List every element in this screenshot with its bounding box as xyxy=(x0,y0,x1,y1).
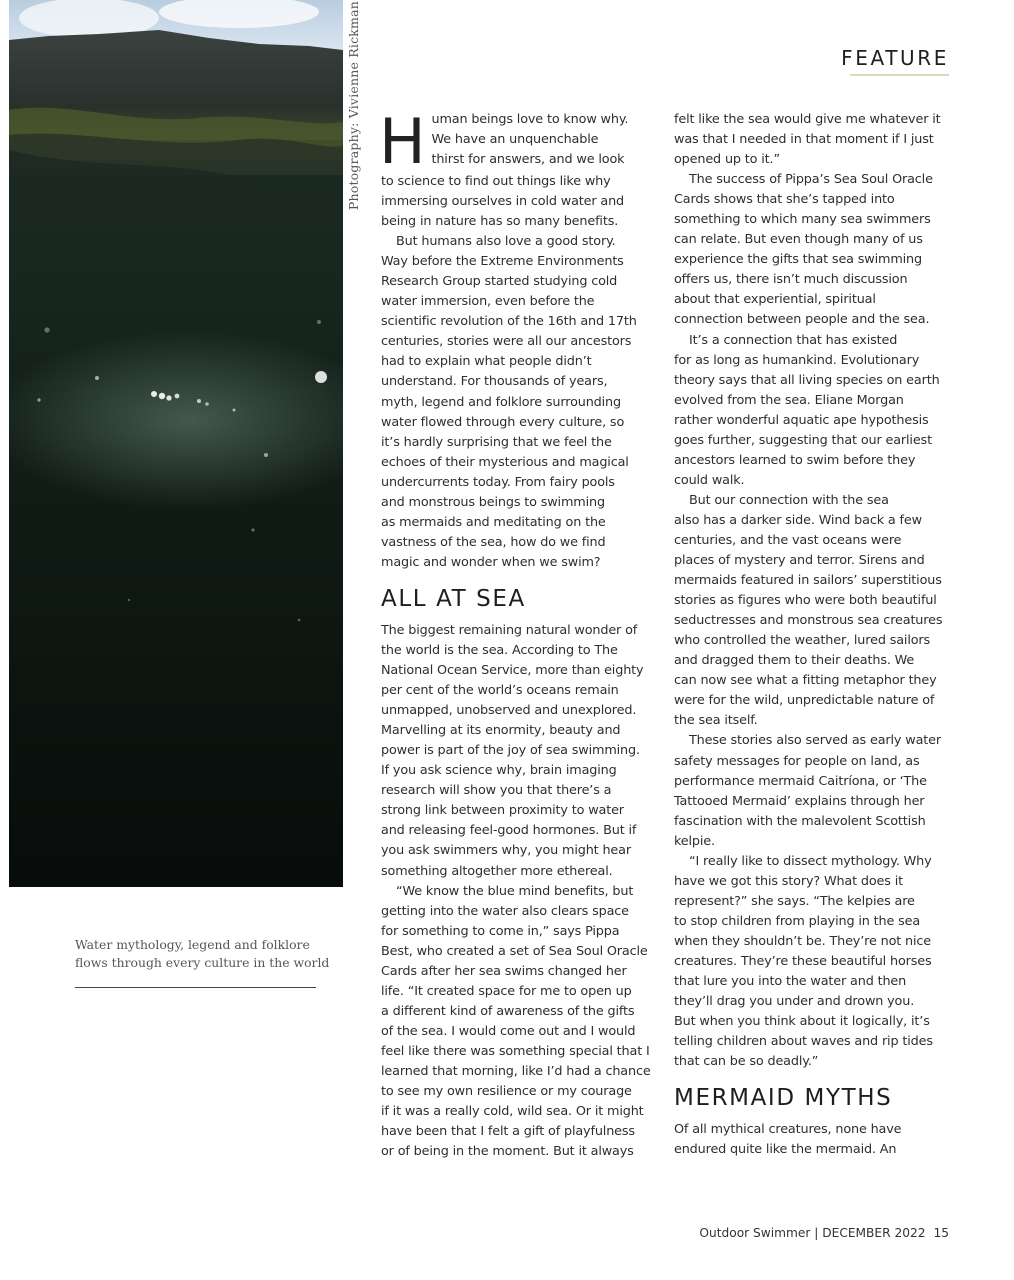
text-line: performance mermaid Caitríona, or ‘The xyxy=(674,773,927,789)
text-line: have been that I felt a gift of playfulness xyxy=(381,1124,635,1140)
text-line: it’s hardly surprising that we feel the xyxy=(381,434,612,450)
text-line: that can be so deadly.” xyxy=(674,1054,819,1070)
text-line: It’s a connection that has existed xyxy=(689,332,898,348)
text-line: Research Group started studying cold xyxy=(381,274,618,290)
text-line: understand. For thousands of years, xyxy=(381,374,608,390)
text-line: These stories also served as early water xyxy=(689,733,941,749)
text-line: evolved from the sea. Eliane Morgan xyxy=(674,392,904,408)
text-line: immersing ourselves in cold water and xyxy=(381,194,625,210)
paragraph xyxy=(381,882,659,1163)
paragraph xyxy=(381,621,659,882)
text-line: unmapped, unobserved and unexplored. xyxy=(381,703,637,719)
text-line: Of all mythical creatures, none have xyxy=(674,1122,902,1138)
text-line: vastness of the sea, how do we find xyxy=(381,534,606,550)
text-line: per cent of the world’s oceans remain xyxy=(381,683,619,699)
text-line: for as long as humankind. Evolutionary xyxy=(674,352,920,368)
text-line: telling children about waves and rip tides xyxy=(674,1034,933,1050)
underwater-photo xyxy=(9,0,343,887)
text-line: felt like the sea would give me whatever it xyxy=(674,112,941,127)
caption-line: Water mythology, legend and folklore xyxy=(75,937,310,952)
caption-line: flows through every culture in the world xyxy=(75,955,330,970)
text-line: connection between people and the sea. xyxy=(674,312,930,328)
text-line: experience the gifts that sea swimming xyxy=(674,252,922,268)
text-line: “We know the blue mind benefits, but xyxy=(396,883,634,899)
text-line: had to explain what people didn’t xyxy=(381,354,592,370)
text-line: We have an unquenchable xyxy=(431,132,599,148)
text-line: uman beings love to know why. xyxy=(431,112,629,127)
publication-name: Outdoor Swimmer | DECEMBER 2022 xyxy=(699,1226,926,1240)
text-line: Cards after her sea swims changed her xyxy=(381,963,627,979)
text-line: something to which many sea swimmers xyxy=(674,212,931,228)
text-line: Way before the Extreme Environments xyxy=(381,254,624,270)
text-line: magic and wonder when we swim? xyxy=(381,554,601,570)
text-line: stories as figures who were both beautiful xyxy=(674,593,937,609)
text-line: the world is the sea. According to The xyxy=(381,642,618,658)
text-line: safety messages for people on land, as xyxy=(674,753,920,769)
text-line: as mermaids and meditating on the xyxy=(381,514,606,530)
text-line: and dragged them to their deaths. We xyxy=(674,653,915,669)
text-line: also has a darker side. Wind back a few xyxy=(674,512,922,528)
text-line: the sea itself. xyxy=(674,713,758,729)
text-line: water flowed through every culture, so xyxy=(381,414,625,430)
drop-cap: H xyxy=(379,105,426,178)
text-line: mermaids featured in sailors’ superstitious xyxy=(674,573,942,589)
paragraph xyxy=(674,491,954,732)
text-line: scientific revolution of the 16th and 17th xyxy=(381,314,637,330)
paragraph xyxy=(674,852,954,1073)
text-line: strong link between proximity to water xyxy=(381,803,624,819)
text-line: theory says that all living species on earth xyxy=(674,372,940,388)
photo-credit xyxy=(346,1,366,887)
text-line: and monstrous beings to swimming xyxy=(381,494,605,510)
text-line: being in nature has so many benefits. xyxy=(381,214,619,230)
text-line: The biggest remaining natural wonder of xyxy=(381,622,638,638)
text-line: fascination with the malevolent Scottish xyxy=(674,813,926,829)
text-line: were for the wild, unpredictable nature of xyxy=(674,693,935,709)
text-line: Marvelling at its enormity, beauty and xyxy=(381,723,621,739)
lead-paragraph xyxy=(379,105,659,232)
text-line: offers us, there isn’t much discussion xyxy=(674,272,908,288)
article-column-1 xyxy=(379,105,659,1162)
text-line: myth, legend and folklore surrounding xyxy=(381,394,621,410)
text-line: kelpie. xyxy=(674,833,715,849)
text-line: about that experiential, spiritual xyxy=(674,292,876,308)
article-column-2 xyxy=(674,110,954,1160)
text-line: The success of Pippa’s Sea Soul Oracle xyxy=(689,172,933,188)
text-line: when they shouldn’t be. They’re not nice xyxy=(674,933,932,949)
text-line: power is part of the joy of sea swimming. xyxy=(381,743,640,759)
text-line: who controlled the weather, lured sailors xyxy=(674,633,931,649)
text-line: to stop children from playing in the sea xyxy=(674,913,921,929)
subheading-all-at-sea: ALL AT SEA xyxy=(381,585,526,612)
page-footer xyxy=(699,1226,949,1240)
text-line: that lure you into the water and then xyxy=(674,974,907,990)
text-line: Tattooed Mermaid’ explains through her xyxy=(674,793,925,809)
page-number: 15 xyxy=(933,1226,949,1240)
text-line: they’ll drag you under and drown you. xyxy=(674,994,915,1010)
text-line: But when you think about it logically, it’s xyxy=(674,1014,930,1030)
text-line: But our connection with the sea xyxy=(689,492,889,508)
text-line: or of being in the moment. But it always xyxy=(381,1144,634,1160)
text-line: centuries, stories were all our ancestors xyxy=(381,334,632,350)
paragraph xyxy=(674,170,954,330)
text-line: can now see what a fitting metaphor they xyxy=(674,673,937,689)
text-line: you ask swimmers why, you might hear xyxy=(381,843,631,859)
text-line: feel like there was something special that I xyxy=(381,1043,650,1059)
text-line: water immersion, even before the xyxy=(381,294,595,310)
paragraph xyxy=(674,731,954,851)
text-line: something altogether more ethereal. xyxy=(381,863,613,879)
text-line: But humans also love a good story. xyxy=(396,234,616,250)
text-line: learned that morning, like I’d had a chance xyxy=(381,1063,651,1079)
text-line: of the sea. I would come out and I would xyxy=(381,1023,636,1039)
text-line: echoes of their mysterious and magical xyxy=(381,454,629,470)
text-line: to science to find out things like why xyxy=(381,174,611,189)
paragraph xyxy=(674,1120,954,1160)
section-label-underline xyxy=(850,74,949,76)
text-line: can relate. But even though many of us xyxy=(674,232,923,248)
text-line: research will show you that there’s a xyxy=(381,783,612,799)
text-line: rather wonderful aquatic ape hypothesis xyxy=(674,412,929,428)
text-line: “I really like to dissect mythology. Why xyxy=(689,853,932,869)
text-line: getting into the water also clears space xyxy=(381,903,629,919)
text-line: and releasing feel-good hormones. But if xyxy=(381,823,637,839)
text-line: National Ocean Service, more than eighty xyxy=(381,663,644,679)
text-line: thirst for answers, and we look xyxy=(431,152,625,168)
photo-caption xyxy=(75,936,343,972)
subheading-mermaid-myths: MERMAID MYTHS xyxy=(674,1085,893,1112)
text-line: life. “It created space for me to open up xyxy=(381,983,632,999)
text-line: could walk. xyxy=(674,472,745,488)
text-line: endured quite like the mermaid. An xyxy=(674,1142,897,1158)
text-line: a different kind of awareness of the gifts xyxy=(381,1003,635,1019)
text-line: have we got this story? What does it xyxy=(674,873,903,889)
text-line: If you ask science why, brain imaging xyxy=(381,763,617,779)
text-line: if it was a really cold, wild sea. Or it might xyxy=(381,1104,644,1120)
paragraph xyxy=(674,110,954,170)
text-line: undercurrents today. From fairy pools xyxy=(381,474,615,490)
text-line: places of mystery and terror. Sirens and xyxy=(674,553,925,569)
paragraph xyxy=(674,331,954,491)
text-line: opened up to it.” xyxy=(674,152,780,168)
text-line: Cards shows that she’s tapped into xyxy=(674,192,895,208)
text-line: to see my own resilience or my courage xyxy=(381,1084,632,1100)
caption-rule xyxy=(75,987,316,988)
section-label: FEATURE xyxy=(841,46,949,70)
text-line: for something to come in,” says Pippa xyxy=(381,923,620,939)
text-line: seductresses and monstrous sea creatures xyxy=(674,613,943,629)
text-line: goes further, suggesting that our earliest xyxy=(674,432,932,448)
text-line: ancestors learned to swim before they xyxy=(674,452,916,468)
text-line: centuries, and the vast oceans were xyxy=(674,532,902,548)
text-line: Best, who created a set of Sea Soul Oracle xyxy=(381,943,648,959)
text-line: creatures. They’re these beautiful horses xyxy=(674,953,932,969)
paragraph xyxy=(381,232,659,573)
underwater-photo-graphic xyxy=(9,0,343,887)
text-line: represent?” she says. “The kelpies are xyxy=(674,893,915,909)
photo-credit-text: Photography: Vivienne Rickman xyxy=(346,1,361,211)
text-line: was that I needed in that moment if I just xyxy=(674,132,934,148)
